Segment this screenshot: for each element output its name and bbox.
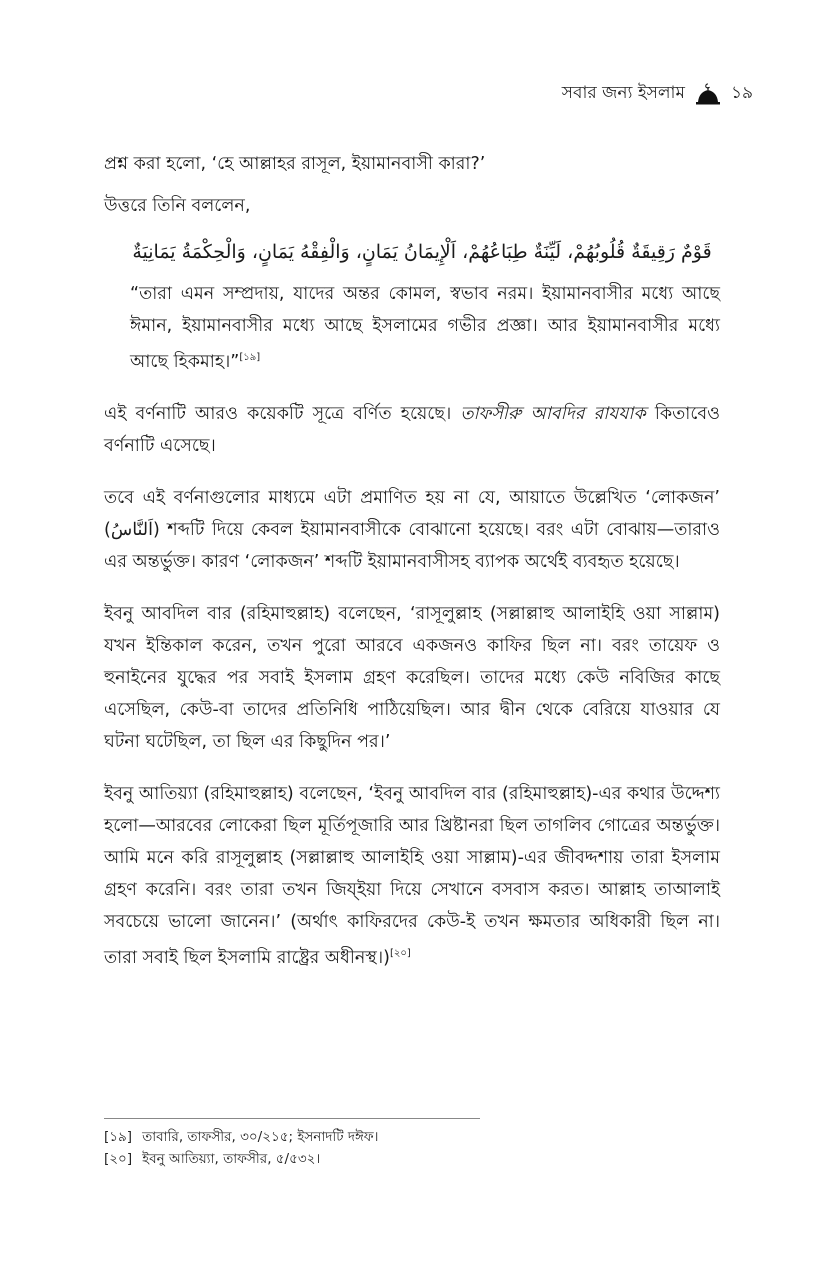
page-body <box>104 148 720 994</box>
running-header <box>562 80 753 108</box>
quote-text: “তারা এমন সম্প্রদায়, যাদের অন্তর কোমল, স্বভাব নরম। ইয়ামানবাসীর মধ্যে আছে ঈমান, ইয়ামানবাসীর মধ্যে আছে ইসলামের গভীর প্রজ্ঞা। আর ইয়ামানবাসীর মধ্যে আছে হিকমাহ।” <box>130 284 720 372</box>
footnote-item <box>104 1126 378 1148</box>
footnote-divider <box>104 1118 480 1119</box>
text-span: কিতাবেও বর্ণনাটি এসেছে। <box>104 403 721 456</box>
paragraph-sources <box>104 398 720 462</box>
text-span: এই বর্ণনাটি আরও কয়েকটি সূত্রে বর্ণিত হয়েছে। <box>104 403 461 424</box>
footnote-text: ইবনু আতিয়্যা, তাফসীর, ৫/৫৩২। <box>142 1151 321 1167</box>
footnote-ref-20[interactable]: [২০] <box>389 947 411 959</box>
paragraph-ibn-atiyya <box>104 778 720 974</box>
text-span: ইবনু আতিয়্যা (রহিমাহুল্লাহ) বলেছেন, ‘ইবনু আবদিল বার (রহিমাহুল্লাহ)-এর কথার উদ্দেশ্য হলো—আরবের লোকেরা ছিল মূর্তিপূজারি আর খ্রিষ্টানরা ছিল তাগলিব গোত্রের অন্তর্ভুক্ত। আমি মনে করি রাসূলুল্লাহ (সল্লাল্লাহু আলাইহি ওয়া সাল্লাম)-এর জীবদ্দশায় তারা ইসলাম গ্রহণ করেনি। বরং তারা তখন জিয্‌ইয়া দিয়ে সেখানে বসবাস করত। আল্লাহ তাআলাই সবচেয়ে ভালো জানেন।’ (অর্থাৎ কাফিরদের কেউ-ই তখন ক্ষমতার অধিকারী ছিল না। তারা সবাই ছিল ইসলামি রাষ্ট্রের অধীনস্থ।) <box>104 783 720 968</box>
paragraph-question: প্রশ্ন করা হলো, ‘হে আল্লাহর রাসূল, ইয়ামানবাসী কারা?’ <box>104 154 486 174</box>
footnote-item <box>104 1148 378 1170</box>
footnote-marker: [১৯] <box>104 1129 133 1145</box>
footnote-marker: [২০] <box>104 1151 133 1167</box>
paragraph-explanation <box>104 482 720 578</box>
text-span: তবে এই বর্ণনাগুলোর মাধ্যমে এটা প্রমাণিত হয় না যে, আয়াতে উল্লেখিত ‘লোকজন’ ( <box>104 487 720 540</box>
footnote-ref-19[interactable]: [১৯] <box>239 352 261 363</box>
arabic-hadith-text: قَوْمٌ رَقِيقَةٌ قُلُوبُهُمْ، لَيِّنَةٌ طِبَاعُهُمْ، اَلْإِيمَانُ يَمَانٍ، وَالْفِقْهُ يَمَانٍ، وَالْحِكْمَةُ يَمَانِيَةٌ <box>132 241 712 263</box>
page-number: ১৯ <box>730 83 753 103</box>
book-title-italic: তাফসীরু আবদির রাযযাক <box>460 403 646 424</box>
footnote-text: তাবারি, তাফসীর, ৩০/২১৫; ইসনাদটি দঈফ। <box>142 1129 379 1145</box>
paragraph-ibn-abdil-bar: ইবনু আবদিল বার (রহিমাহুল্লাহ) বলেছেন, ‘রাসূলুল্লাহ (সল্লাল্লাহু আলাইহি ওয়া সাল্লাম) যখন ইন্তিকাল করেন, তখন পুরো আরবে একজনও কাফির ছিল না। বরং তায়েফ ও হুনাইনের যুদ্ধের পর সবাই ইসলাম গ্রহণ করেছিল। তাদের মধ্যে কেউ নবিজির কাছে এসেছিল, কেউ-বা তাদের প্রতিনিধি পাঠিয়েছিল। আর দ্বীন থেকে বেরিয়ে যাওয়ার যে ঘটনা ঘটেছিল, তা ছিল এর কিছুদিন পর।’ <box>104 603 720 752</box>
book-title: সবার জন্য ইসলাম <box>561 83 685 103</box>
mosque-dome-icon <box>695 83 721 105</box>
footnotes <box>104 1126 378 1170</box>
paragraph-answer-intro: উত্তরে তিনি বললেন, <box>104 196 251 216</box>
text-span: ) শব্দটি দিয়ে কেবল ইয়ামানবাসীকে বোঝানো হয়েছে। বরং এটা বোঝায়—তারাও এর অন্তর্ভুক্ত। কারণ ‘লোকজন’ শব্দটি ইয়ামানবাসীসহ ব্যাপক অর্থেই ব্যবহৃত হয়েছে। <box>104 519 720 572</box>
hadith-translation <box>130 278 720 378</box>
arabic-word: اَلنَّاسُ <box>110 519 153 540</box>
